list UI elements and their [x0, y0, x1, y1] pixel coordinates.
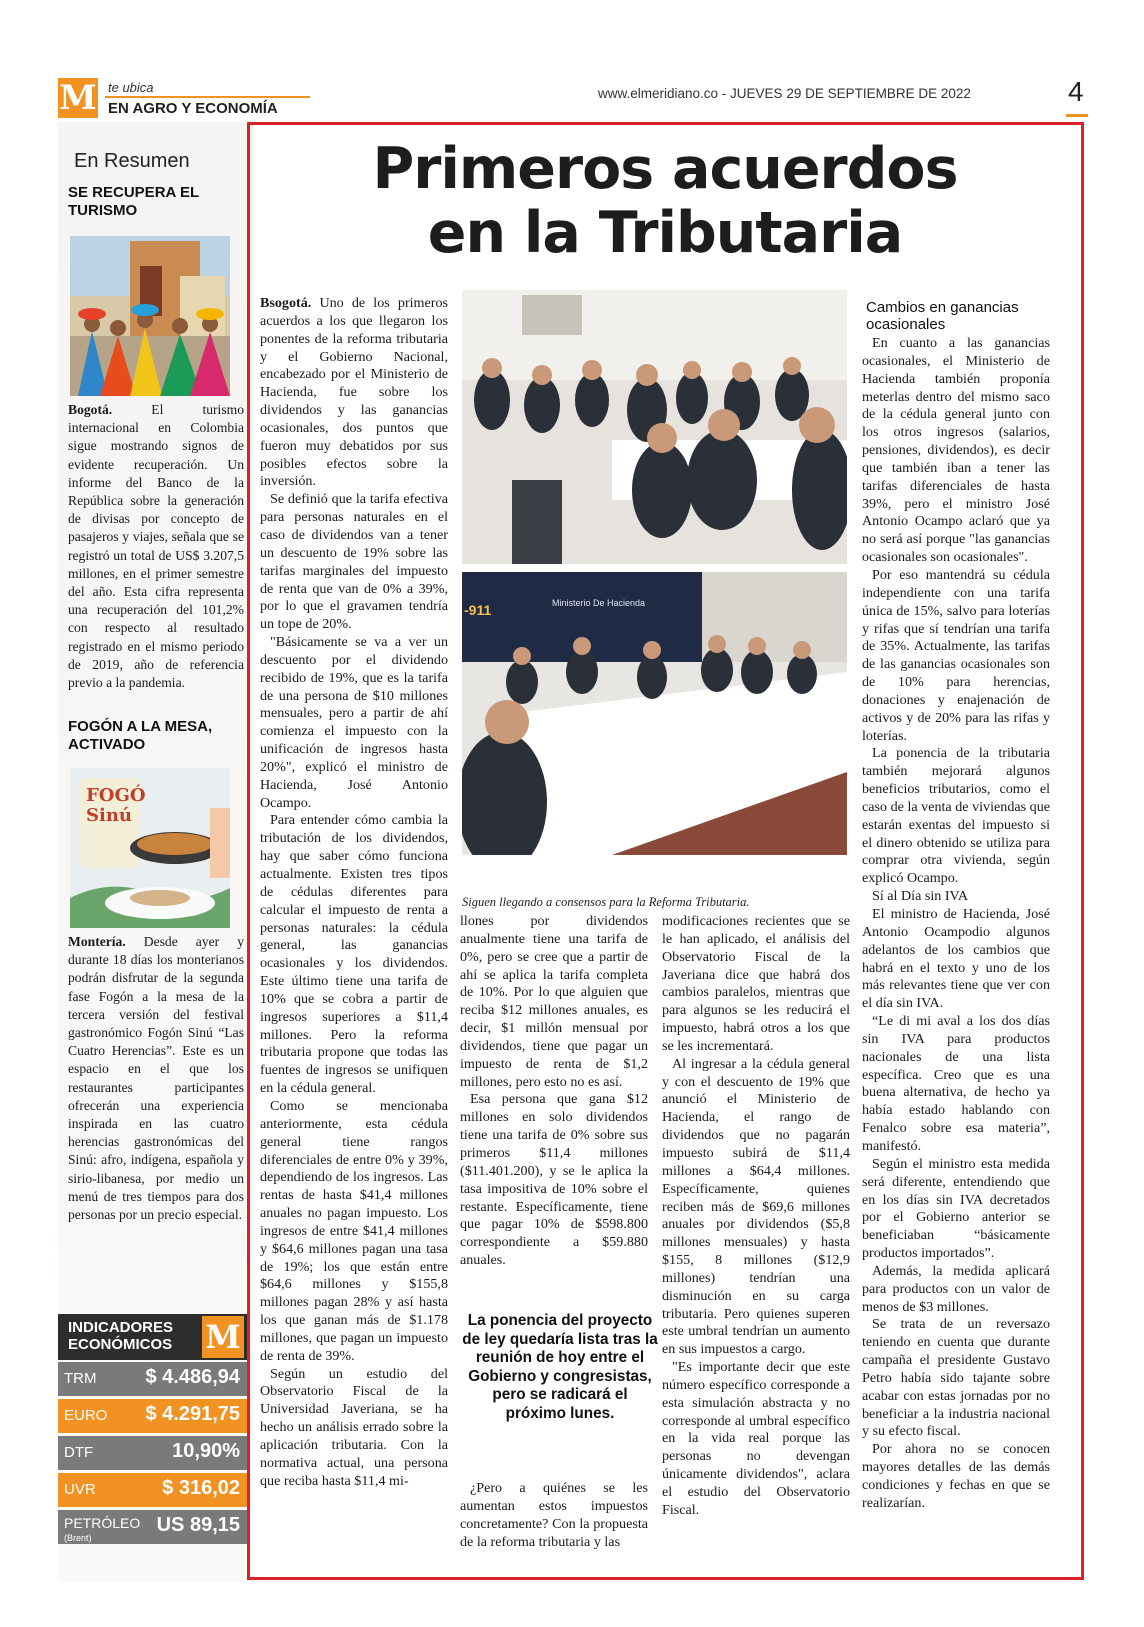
header-rule — [105, 96, 310, 98]
date-line: www.elmeridiano.co - JUEVES 29 DE SEPTIEMBRE DE 2022 — [598, 86, 971, 101]
article-column-4 — [862, 335, 1050, 1513]
subhead-dia-sin-iva: Sí al Día sin IVA — [872, 888, 969, 905]
paragraph: llones por dividendos anualmente tiene una tarifa de 0%, pero se cree que a partir de ahí se aplica la tarifa completa de 10%. Por lo que alguien que reciba $12 millones anuales, es decir, $1 millón mensual por dividendos, tiene que pagar un impuesto de renta de $1,2 millones, pero esto no es así. — [460, 913, 648, 1090]
photo2-screen-number: -911 — [464, 602, 492, 618]
sidebar-body-tourism: El turismo internacional en Colombia sigue mostrando signos de evidente recuperación. Un informe del Banco de la República sobre la generación de divisas por concepto de pasajeros y viajes, señala que se registró un total de US$ 3.207,5 millones, en el primer semestre del año. Esta cifra representa una recuperación del 101,2% con respecto al resultado registrado en el mismo periodo de 2019, año de referencia previo a la pandemia. — [68, 402, 244, 691]
paragraph: En cuanto a las ganancias ocasionales, el Ministerio de Hacienda también proponía meterlas dentro del mismo saco de la cédula general junto con los otros ingresos (salarios, pensiones, dividendos), es decir que también iban a tener las tarifas diferenciales de hasta 39%, pero el ministro José Antonio Ocampo aclaró que ya no será así porque "las ganancias ocasionales son ocasionales". — [862, 335, 1050, 566]
paragraph: Al ingresar a la cédula general y con el descuento de 19% que anunció el Ministerio de Hacienda, el rango de dividendos que no pagarán impuesto subirá de $11,4 millones a $64,4 millones. Específicamente, quienes reciben más de $69,6 millones anuales por dividendos ($5,8 millones mensuales) y hasta $155, 8 millones ($12,9 millones) tendrían una disminución en su carga tributaria. Pero quienes superen este umbral tendrían un aumento en sus impuestos a cargo. — [662, 1055, 850, 1358]
indicator-row-petroleo — [58, 1510, 248, 1544]
indicators-title-line2: ECONÓMICOS — [68, 1336, 173, 1353]
indicator-row-dtf — [58, 1436, 248, 1470]
indicator-label: TRM — [64, 1370, 97, 1387]
sidebar-heading-tourism: SE RECUPERA EL TURISMO — [68, 184, 199, 219]
article-photo-1 — [462, 290, 847, 564]
sidebar-text-fogon — [68, 933, 244, 1224]
sidebar-text-tourism — [68, 401, 244, 692]
indicator-label: DTF — [64, 1444, 94, 1461]
indicators-logo: M — [202, 1316, 244, 1358]
photo2-screen-text: Ministerio De Hacienda — [552, 598, 646, 608]
article-column-1 — [260, 295, 448, 1491]
section-name: EN AGRO Y ECONOMÍA — [108, 100, 278, 117]
article-dateline: Bsogotá. — [260, 295, 312, 311]
te-ubica-label: te ubica — [108, 80, 154, 95]
paragraph: Bsogotá. Uno de los primeros acuerdos a los que llegaron los ponentes de la reforma tributaria y el Gobierno Nacional, encabezado por el Ministerio de Hacienda, fue sobre los dividendos y las ganancias ocasionales, dos puntos que fueron muy debatidos por sus posibles efectos sobre la inversión. — [260, 295, 448, 490]
paragraph: ¿Pero a quiénes se les aumentan estos impuestos concretamente? Con la propuesta de la reforma tributaria y las — [460, 1480, 648, 1550]
indicator-row-euro — [58, 1399, 248, 1433]
paragraph: Además, la medida aplicará para productos con un valor de menos de $3 millones. — [862, 1262, 1050, 1315]
sidebar-heading-fogon: FOGÓN A LA MESA, ACTIVADO — [68, 718, 213, 753]
pull-quote: La ponencia del proyecto de ley quedaría lista tras la reunión de hoy entre el Gobierno y congresistas, pero se radicará el próximo lunes. — [462, 1312, 658, 1422]
paragraph: “Le di mi aval a los dos días sin IVA para productos nacionales de una lista específica. Creo que es una buena alternativa, de hecho ya había estado hablando con Fenalco sobre esa materia”, manifestó. — [862, 1013, 1050, 1154]
paragraph: La ponencia de la tributaria también mejorará algunos beneficios tributarios, como el caso de la venta de viviendas que estarán exentas del impuesto si el dinero obtenido se utiliza para comprar otra vivienda, según explicó Ocampo. — [862, 745, 1050, 887]
page-number-rule — [1066, 114, 1088, 117]
sidebar-lead-tourism: Bogotá. — [68, 402, 113, 417]
headline-line2: en la Tributaria — [427, 200, 903, 266]
indicator-label: EURO — [64, 1407, 108, 1424]
indicator-label: UVR — [64, 1481, 96, 1498]
fogon-photo-label: FOGÓ Sinú — [86, 785, 146, 826]
paragraph: Por ahora no se conocen mayores detalles de las demás condiciones y fechas en que se realizarían. — [862, 1441, 1050, 1511]
paragraph: Se trata de un reversazo teniendo en cuenta que durante campaña el presidente Gustavo Petro había sido tajante sobre acabar con estas jornadas por no beneficiar a la industria nacional y su efecto fiscal. — [862, 1316, 1050, 1440]
paragraph: "Es importante decir que este número específico corresponde a esta simulación abstracta y no corresponde al umbral específico en la vida real porque las personas no devengan únicamente dividendos", aclara el estudio del Observatorio Fiscal. — [662, 1359, 850, 1518]
headline-line1: Primeros acuerdos — [372, 136, 958, 202]
indicator-value: 10,90% — [172, 1440, 240, 1462]
page-number: 4 — [1068, 76, 1084, 107]
indicators-title — [68, 1319, 173, 1353]
indicator-value: $ 4.486,94 — [145, 1366, 240, 1388]
article-column-2 — [460, 913, 648, 1270]
article-photo-2 — [462, 572, 847, 855]
tourism-photo — [70, 236, 230, 396]
photo-caption: Siguen llegando a consensos para la Reforma Tributaria. — [462, 895, 750, 909]
indicator-row-uvr — [58, 1473, 248, 1507]
subhead-ganancias: Cambios en ganancias ocasionales — [866, 299, 1019, 333]
paragraph: Según el ministro esta medida será diferente, entendiendo que en los días sin IVA decretados por el Gobierno anterior se beneficiaban “básicamente productos importados”. — [862, 1155, 1050, 1262]
indicator-value: $ 4.291,75 — [145, 1403, 240, 1425]
paragraph: Se definió que la tarifa efectiva para personas naturales en el caso de dividendos van a tener un descuento de 19% sobre las tarifas marginales del impuesto de renta que van de 0% a 39%, por lo que el gravamen tendría un tope de 20%. — [260, 491, 448, 633]
indicator-value: US 89,15 — [156, 1514, 240, 1536]
fogon-photo — [70, 768, 230, 928]
sidebar-lead-fogon: Montería. — [68, 934, 126, 949]
paragraph: Como se mencionaba anteriormente, esta cédula general tiene rangos diferenciales de entre 0% y 39%, dependiendo de los ingresos. Las rentas de hasta $41,4 millones anuales no pagan impuesto. Los ingresos de entre $41,4 millones y $64,6 millones pagan una tasa de 19%; los que están entre $64,6 millones y $155,8 millones pagan 28% y así hasta los que ganan más de $1.178 millones, que pagan un impuesto de renta de 39%. — [260, 1097, 448, 1364]
paragraph: El ministro de Hacienda, José Antonio Ocampodio algunos adelantos de los cambios que habrá en el texto y uno de los más relevantes tiene que ver con el día sin IVA. — [862, 906, 1050, 1012]
paragraph: Esa persona que gana $12 millones en solo dividendos tiene una tarifa de 0% sobre sus primeros $11,4 millones ($11.401.200), y se le aplica la tasa impositiva de 10% sobre el restante. Específicamente, tiene que pagar 10% de $598.800 correspondiente a $59.880 anuales. — [460, 1091, 648, 1269]
indicator-sublabel: (Brent) — [64, 1533, 92, 1543]
indicator-value: $ 316,02 — [162, 1477, 240, 1499]
paragraph: Por eso mantendrá su cédula independiente con una tarifa única de 15%, salvo para loterías y rifas que sí tendrían una tarifa de 35%. Actualmente, las tarifas de las ganancias ocasionales son de 10% para herencias, donaciones y enajenación de activos y de 20% para las rifas y loterías. — [862, 566, 1050, 744]
paragraph: Para entender cómo cambia la tributación de los dividendos, hay que saber cómo funciona actualmente. Existen tres tipos de cédulas diferentes para calcular el impuesto de renta a personas naturales: la cédula general, las ganancias ocasionales y los dividendos. Este último tiene una tarifa de 10% que se cobra a partir de ingresos superiores a $11,4 millones. Pero la reforma tributaria propone que todas las fuentes de ingresos se unifiquen en la cédula general. — [260, 812, 448, 1097]
article-column-3 — [662, 913, 850, 1520]
paragraph: "Básicamente se va a ver un descuento por el dividendo recibido de 19%, que es la tarifa de una persona de $10 millones mensuales, pero a partir de ahí comienza el impuesto con la unificación de ingresos hasta 20%", explicó el ministro de Hacienda, José Antonio Ocampo. — [260, 634, 448, 811]
paragraph: Según un estudio del Observatorio Fiscal de la Universidad Javeriana, se ha hecho un análisis errado sobre la aplicación tributaria. Con la normativa actual, una persona que reciba hasta $11,4 mi- — [260, 1365, 448, 1489]
indicator-row-trm — [58, 1362, 248, 1396]
indicators-title-line1: INDICADORES — [68, 1319, 174, 1336]
paragraph: modificaciones recientes que se le han aplicado, el análisis del Observatorio Fiscal de la Javeriana dice que habrá dos cambios paralelos, mientras que para algunos se les reducirá el impuesto, habrá otros a los que se les incrementará. — [662, 913, 850, 1054]
indicator-label: PETRÓLEO — [64, 1515, 141, 1531]
sidebar-body-fogon: Desde ayer y durante 18 días los monterianos podrán disfrutar de la segunda fase Fogón a la mesa de la tercera versión del festival gastronómico Fogón Sinú “Las Cuatro Herencias”. Este es un espacio en el que los restaurantes participantes ofrecerán una experiencia inspirada en las cuatro herencias gastronómicas del Sinú: afro, indígena, española y sirio-libanesa, por medio un menú de tres tiempos para dos personas por un precio especial. — [68, 934, 244, 1223]
section-logo: M — [59, 78, 97, 118]
article-column-2-tail — [460, 1480, 648, 1551]
article-headline — [260, 137, 1070, 265]
sidebar-title: En Resumen — [74, 150, 190, 172]
